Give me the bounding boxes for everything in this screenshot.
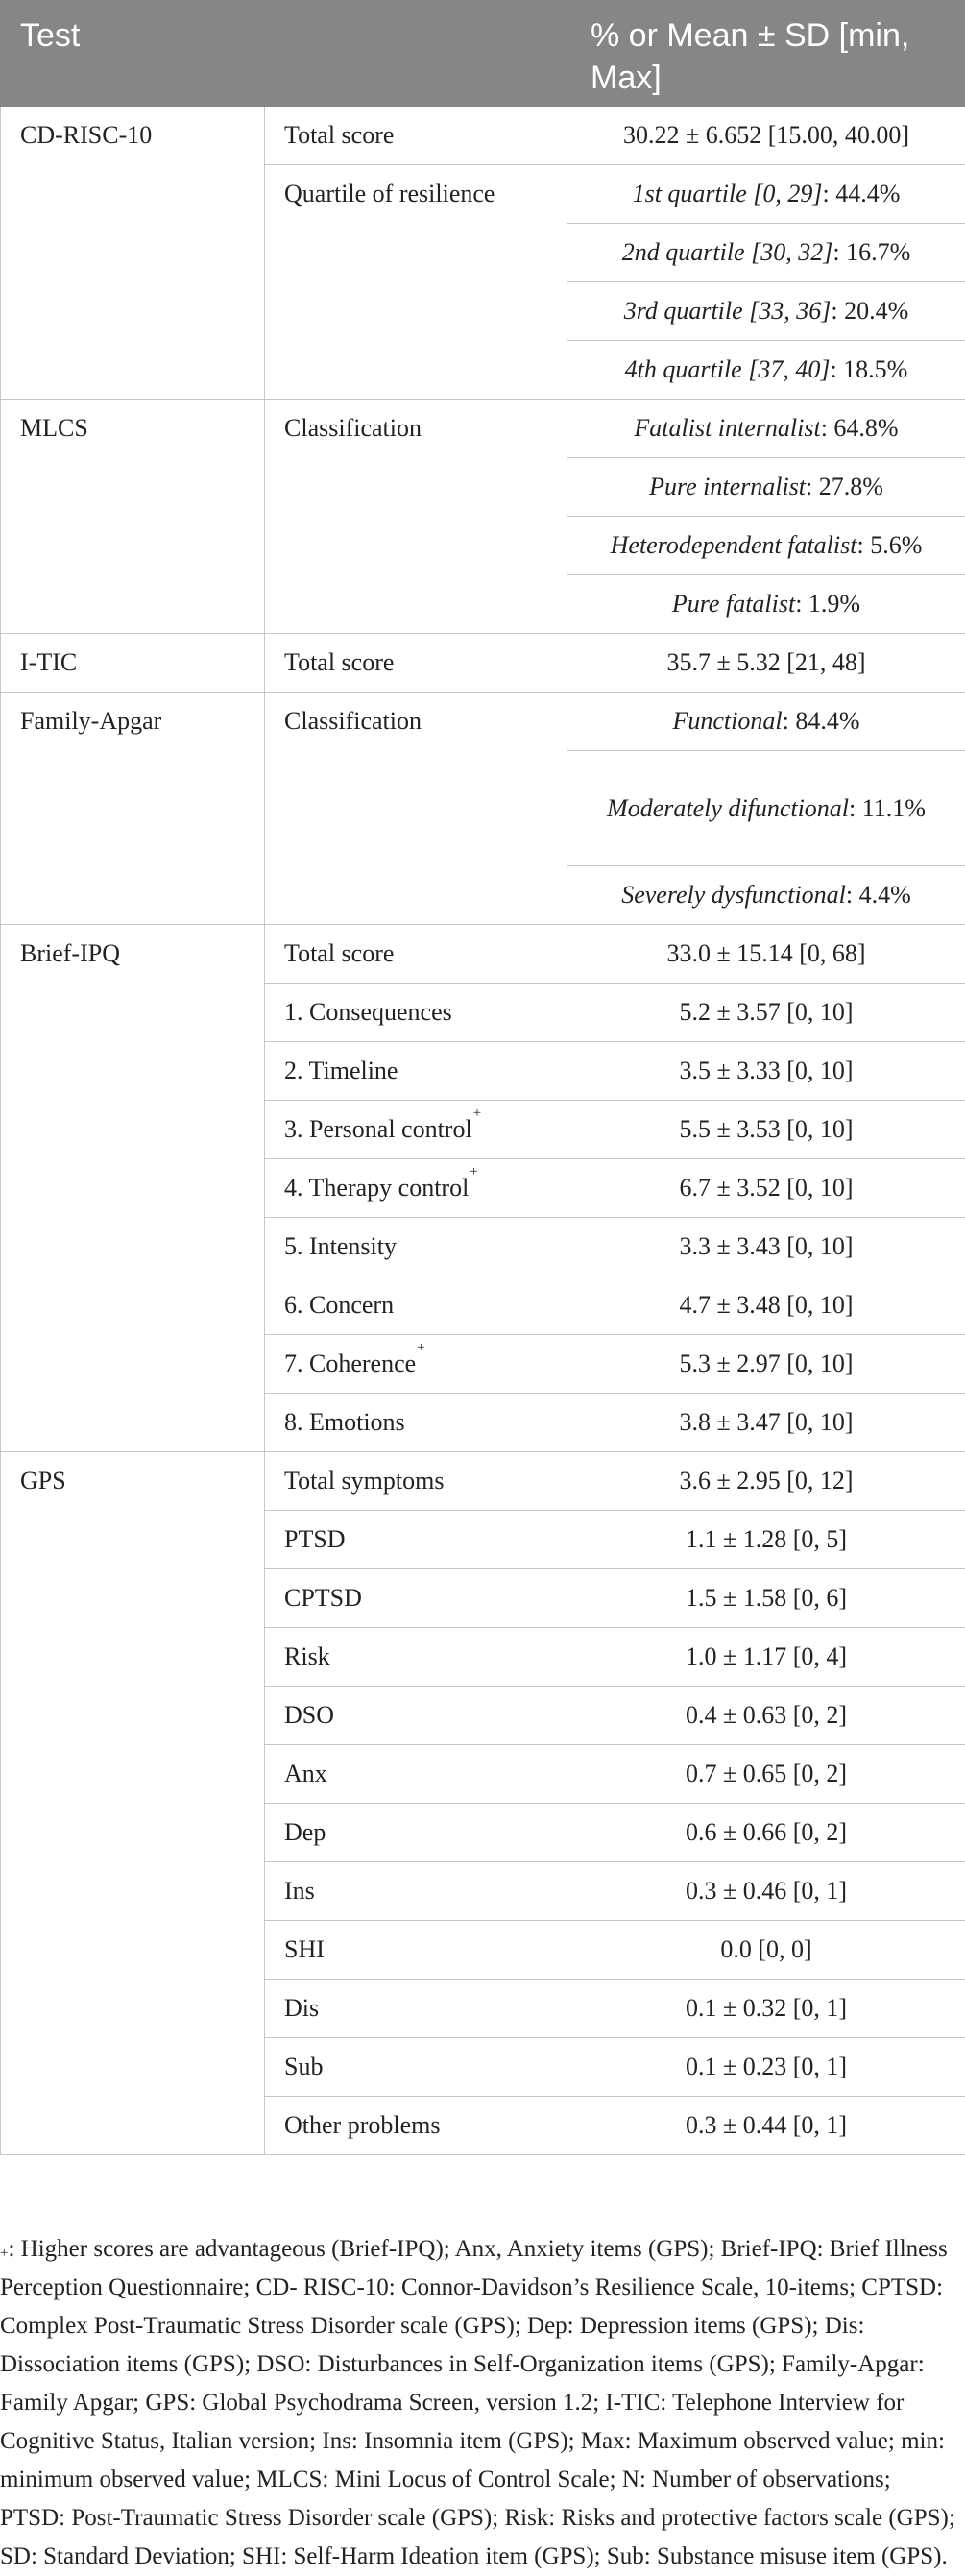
row-label: Classification <box>265 693 567 925</box>
row-value: 1.1 ± 1.28 [0, 5] <box>567 1511 965 1569</box>
row-label: Dis <box>265 1980 567 2038</box>
row-value: 1.0 ± 1.17 [0, 4] <box>567 1628 965 1687</box>
row-value: 1st quartile [0, 29]: 44.4% <box>567 165 965 224</box>
table-row <box>1 634 965 693</box>
row-value: 0.3 ± 0.46 [0, 1] <box>567 1862 965 1921</box>
test-cdrisc: CD-RISC-10 <box>1 107 265 400</box>
header-subscale <box>265 1 567 107</box>
row-value: 3rd quartile [33, 36]: 20.4% <box>567 282 965 341</box>
row-value: Severely dysfunctional: 4.4% <box>567 866 965 925</box>
row-label: Sub <box>265 2038 567 2097</box>
row-value: 0.1 ± 0.32 [0, 1] <box>567 1980 965 2038</box>
row-label: 1. Consequences <box>265 984 567 1042</box>
row-value: 3.5 ± 3.33 [0, 10] <box>567 1042 965 1101</box>
row-value: Heterodependent fatalist: 5.6% <box>567 517 965 575</box>
row-value: 35.7 ± 5.32 [21, 48] <box>567 634 965 693</box>
plus-marker: + <box>470 1164 477 1179</box>
row-label: 5. Intensity <box>265 1218 567 1276</box>
test-mlcs: MLCS <box>1 400 265 634</box>
header-value: % or Mean ± SD [min, Max] <box>567 1 965 107</box>
table-row <box>1 693 965 751</box>
header-test: Test <box>1 1 265 107</box>
row-value: 5.5 ± 3.53 [0, 10] <box>567 1101 965 1159</box>
row-label: Classification <box>265 400 567 634</box>
row-value: 3.3 ± 3.43 [0, 10] <box>567 1218 965 1276</box>
table-row <box>1 925 965 984</box>
table-footnote <box>0 2230 960 2576</box>
row-label: 7. Coherence+ <box>265 1335 567 1394</box>
plus-marker: + <box>417 1340 424 1355</box>
row-value: 2nd quartile [30, 32]: 16.7% <box>567 224 965 282</box>
test-itic: I-TIC <box>1 634 265 693</box>
row-value: 6.7 ± 3.52 [0, 10] <box>567 1159 965 1218</box>
row-label: Total symptoms <box>265 1452 567 1511</box>
row-label: 6. Concern <box>265 1276 567 1335</box>
row-value: 5.2 ± 3.57 [0, 10] <box>567 984 965 1042</box>
row-label: Total score <box>265 925 567 984</box>
row-label: Anx <box>265 1745 567 1804</box>
row-label: 2. Timeline <box>265 1042 567 1101</box>
test-brief-ipq: Brief-IPQ <box>1 925 265 1452</box>
footnote-text: : Higher scores are advantageous (Brief-IPQ); Anx, Anxiety items (GPS); Brief-IPQ: Brief Illness Perception Questionnaire; CD- RISC-10: Connor-Davidson’s Resilience Scale, 10-items; CPTSD: Complex Post-Traumatic Stress Disorder scale (GPS); Dep: Depression items (GPS); Dis: Dissociation items (GPS); DSO: Disturbances in Self-Organization items (GPS); Family-Apgar: Family Apgar; GPS: Global Psychodrama Screen, version 1.2; I-TIC: Telephone Interview for Cognitive Status, Italian version; Ins: Insomnia item (GPS); Max: Maximum observed value; min: minimum observed value; MLCS: Mini Locus of Control Scale; N: Number of observations; PTSD: Post-Traumatic Stress Disorder scale (GPS); Risk: Risks and protective factors scale (GPS); SD: Standard Deviation; SHI: Self-Harm Ideation item (GPS); Sub: Substance misuse item (GPS). <box>0 2236 955 2569</box>
row-value: 30.22 ± 6.652 [15.00, 40.00] <box>567 107 965 165</box>
row-value: 33.0 ± 15.14 [0, 68] <box>567 925 965 984</box>
row-value: 0.0 [0, 0] <box>567 1921 965 1980</box>
row-label: Other problems <box>265 2097 567 2155</box>
row-value: 3.8 ± 3.47 [0, 10] <box>567 1394 965 1452</box>
row-value: 4th quartile [37, 40]: 18.5% <box>567 341 965 400</box>
row-label: Quartile of resilience <box>265 165 567 400</box>
row-label: Ins <box>265 1862 567 1921</box>
row-label: Dep <box>265 1804 567 1862</box>
row-label: PTSD <box>265 1511 567 1569</box>
row-label: 3. Personal control+ <box>265 1101 567 1159</box>
row-label: 8. Emotions <box>265 1394 567 1452</box>
row-value: 3.6 ± 2.95 [0, 12] <box>567 1452 965 1511</box>
table-row <box>1 1452 965 1511</box>
table-row <box>1 400 965 458</box>
row-label: SHI <box>265 1921 567 1980</box>
row-value: 1.5 ± 1.58 [0, 6] <box>567 1569 965 1628</box>
row-label: DSO <box>265 1687 567 1745</box>
row-value: 0.4 ± 0.63 [0, 2] <box>567 1687 965 1745</box>
row-value: 4.7 ± 3.48 [0, 10] <box>567 1276 965 1335</box>
row-value: 5.3 ± 2.97 [0, 10] <box>567 1335 965 1394</box>
row-value: Functional: 84.4% <box>567 693 965 751</box>
row-label: Risk <box>265 1628 567 1687</box>
row-label: Total score <box>265 107 567 165</box>
row-value: 0.7 ± 0.65 [0, 2] <box>567 1745 965 1804</box>
row-value: 0.1 ± 0.23 [0, 1] <box>567 2038 965 2097</box>
row-value: Pure fatalist: 1.9% <box>567 575 965 634</box>
test-family-apgar: Family-Apgar <box>1 693 265 925</box>
row-value: 0.6 ± 0.66 [0, 2] <box>567 1804 965 1862</box>
row-label: CPTSD <box>265 1569 567 1628</box>
row-label: Total score <box>265 634 567 693</box>
plus-marker: + <box>473 1106 481 1121</box>
table-header-row <box>1 1 965 107</box>
row-value: Moderately difunctional: 11.1% <box>567 751 965 866</box>
footnote-plus-marker: + <box>0 2246 8 2261</box>
table-row <box>1 107 965 165</box>
row-value: Pure internalist: 27.8% <box>567 458 965 517</box>
test-gps: GPS <box>1 1452 265 2155</box>
row-value: 0.3 ± 0.44 [0, 1] <box>567 2097 965 2155</box>
row-value: Fatalist internalist: 64.8% <box>567 400 965 458</box>
row-label: 4. Therapy control+ <box>265 1159 567 1218</box>
